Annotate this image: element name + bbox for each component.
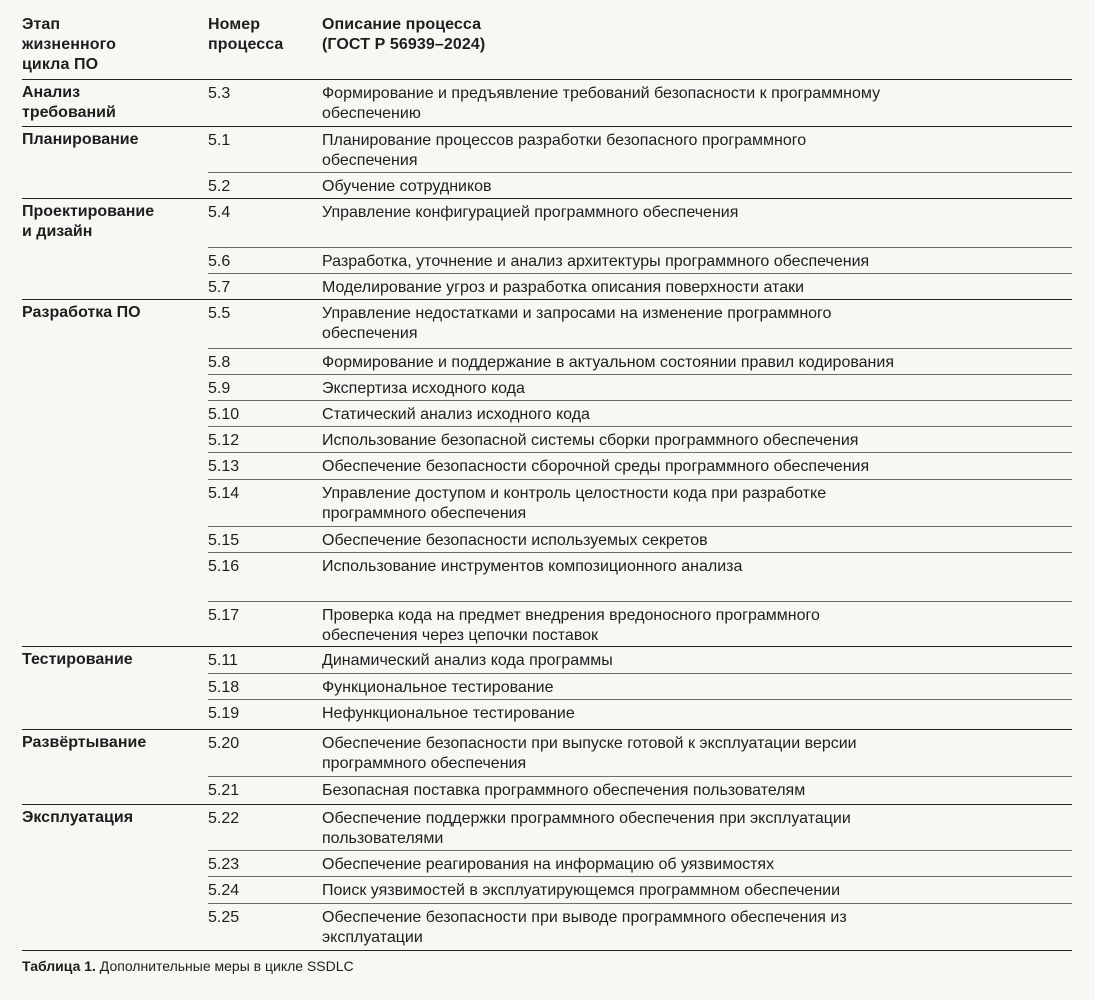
- description-line: Моделирование угроз и разработка описания поверхности атаки: [322, 279, 805, 296]
- process-number: 5.11: [208, 647, 322, 674]
- process-description: [322, 427, 1072, 453]
- process-description: [322, 851, 1072, 877]
- process-number: 5.15: [208, 527, 322, 553]
- process-number: 5.17: [208, 602, 322, 647]
- process-number: 5.13: [208, 453, 322, 480]
- description-line: Нефункциональное тестирование: [322, 705, 575, 722]
- description-line: Планирование процессов разработки безопасного программного: [322, 132, 807, 149]
- description-line: пользователями: [322, 830, 444, 847]
- process-number: 5.23: [208, 851, 322, 877]
- stage-label: Развёртывание: [22, 734, 147, 751]
- header-description: [322, 10, 1072, 80]
- process-description: [322, 730, 1072, 777]
- header-stage-line: Этап: [22, 16, 61, 33]
- table-caption: [22, 957, 1072, 975]
- description-line: Динамический анализ кода программы: [322, 652, 613, 669]
- description-line: Функциональное тестирование: [322, 679, 554, 696]
- process-number: 5.10: [208, 401, 322, 427]
- process-number: 5.19: [208, 700, 322, 730]
- process-number: 5.22: [208, 805, 322, 851]
- stage-label: Анализ: [22, 84, 81, 101]
- description-line: Поиск уязвимостей в эксплуатирующемся программном обеспечении: [322, 882, 841, 899]
- table-row: [22, 647, 1072, 674]
- process-number: 5.25: [208, 904, 322, 951]
- process-number: 5.18: [208, 674, 322, 700]
- process-number: 5.20: [208, 730, 322, 777]
- process-number: 5.16: [208, 553, 322, 602]
- description-line: эксплуатации: [322, 929, 423, 946]
- table-row: [22, 300, 1072, 349]
- table-row: [22, 730, 1072, 777]
- header-stage-line: жизненного: [22, 36, 117, 53]
- process-description: [322, 553, 1072, 602]
- header-number: [208, 10, 322, 80]
- description-line: Формирование и предъявление требований безопасности к программному: [322, 85, 881, 102]
- process-description: [322, 173, 1072, 199]
- description-line: обеспечения через цепочки поставок: [322, 627, 599, 644]
- stage-cell: [22, 199, 208, 300]
- process-description: [322, 527, 1072, 553]
- process-description: [322, 274, 1072, 300]
- process-description: [322, 127, 1072, 173]
- process-description: [322, 401, 1072, 427]
- description-line: обеспечению: [322, 105, 421, 122]
- description-line: Формирование и поддержание в актуальном состоянии правил кодирования: [322, 354, 894, 371]
- process-number: 5.21: [208, 777, 322, 805]
- description-line: программного обеспечения: [322, 505, 527, 522]
- process-description: [322, 904, 1072, 951]
- stage-label: Тестирование: [22, 651, 133, 668]
- table-row: [22, 127, 1072, 173]
- description-line: Обеспечение безопасности сборочной среды программного обеспечения: [322, 458, 870, 475]
- description-line: Безопасная поставка программного обеспечения пользователям: [322, 782, 806, 799]
- description-line: Обеспечение реагирования на информацию об уязвимостях: [322, 856, 775, 873]
- stage-cell: [22, 730, 208, 805]
- process-description: [322, 349, 1072, 375]
- process-number: 5.8: [208, 349, 322, 375]
- stage-label: Эксплуатация: [22, 809, 134, 826]
- stage-label: Проектирование: [22, 203, 155, 220]
- process-number: 5.3: [208, 80, 322, 127]
- process-number: 5.4: [208, 199, 322, 248]
- process-description: [322, 248, 1072, 274]
- process-description: [322, 805, 1072, 851]
- header-number-line: процесса: [208, 36, 284, 53]
- header-stage: [22, 10, 208, 80]
- header-description-line: Описание процесса: [322, 16, 482, 33]
- description-line: Обеспечение поддержки программного обеспечения при эксплуатации: [322, 810, 851, 827]
- process-description: [322, 453, 1072, 480]
- table-row: [22, 199, 1072, 248]
- stage-cell: [22, 647, 208, 730]
- table-row: [22, 805, 1072, 851]
- stage-label: и дизайн: [22, 223, 93, 240]
- header-row: [22, 10, 1072, 80]
- table-header: [22, 10, 1072, 80]
- process-number: 5.5: [208, 300, 322, 349]
- process-number: 5.24: [208, 877, 322, 904]
- process-description: [322, 777, 1072, 805]
- description-line: Обеспечение безопасности при выпуске готовой к эксплуатации версии: [322, 735, 857, 752]
- process-number: 5.14: [208, 480, 322, 527]
- process-number: 5.12: [208, 427, 322, 453]
- table-body: [22, 80, 1072, 951]
- caption-text: Дополнительные меры в цикле SSDLC: [95, 958, 354, 974]
- table-row: [22, 80, 1072, 127]
- description-line: Использование инструментов композиционного анализа: [322, 558, 743, 575]
- description-line: Обеспечение безопасности при выводе программного обеспечения из: [322, 909, 847, 926]
- description-line: Использование безопасной системы сборки программного обеспечения: [322, 432, 859, 449]
- description-line: обеспечения: [322, 152, 418, 169]
- description-line: программного обеспечения: [322, 755, 527, 772]
- process-description: [322, 375, 1072, 401]
- process-description: [322, 674, 1072, 700]
- description-line: Управление недостатками и запросами на изменение программного: [322, 305, 832, 322]
- process-description: [322, 80, 1072, 127]
- header-description-line: (ГОСТ Р 56939–2024): [322, 36, 486, 53]
- description-line: Управление доступом и контроль целостности кода при разработке: [322, 485, 827, 502]
- stage-cell: [22, 127, 208, 199]
- process-number: 5.6: [208, 248, 322, 274]
- stage-cell: [22, 300, 208, 647]
- process-description: [322, 602, 1072, 647]
- process-description: [322, 877, 1072, 904]
- process-description: [322, 480, 1072, 527]
- process-number: 5.2: [208, 173, 322, 199]
- header-stage-line: цикла ПО: [22, 56, 99, 73]
- stage-label: Разработка ПО: [22, 304, 141, 321]
- stage-label: требований: [22, 104, 116, 121]
- stage-label: Планирование: [22, 131, 139, 148]
- header-number-line: Номер: [208, 16, 261, 33]
- description-line: Управление конфигурацией программного обеспечения: [322, 204, 739, 221]
- description-line: Экспертиза исходного кода: [322, 380, 525, 397]
- process-description: [322, 700, 1072, 730]
- stage-cell: [22, 80, 208, 127]
- stage-cell: [22, 805, 208, 951]
- caption-label: Таблица 1.: [22, 958, 96, 974]
- process-number: 5.9: [208, 375, 322, 401]
- process-description: [322, 300, 1072, 349]
- process-number: 5.7: [208, 274, 322, 300]
- process-description: [322, 647, 1072, 674]
- description-line: Обеспечение безопасности используемых секретов: [322, 532, 708, 549]
- description-line: обеспечения: [322, 325, 418, 342]
- description-line: Проверка кода на предмет внедрения вредоносного программного: [322, 607, 820, 624]
- process-number: 5.1: [208, 127, 322, 173]
- description-line: Статический анализ исходного кода: [322, 406, 590, 423]
- description-line: Обучение сотрудников: [322, 178, 492, 195]
- description-line: Разработка, уточнение и анализ архитектуры программного обеспечения: [322, 253, 870, 270]
- document: [22, 10, 1072, 975]
- process-description: [322, 199, 1072, 248]
- measures-table: [22, 10, 1072, 951]
